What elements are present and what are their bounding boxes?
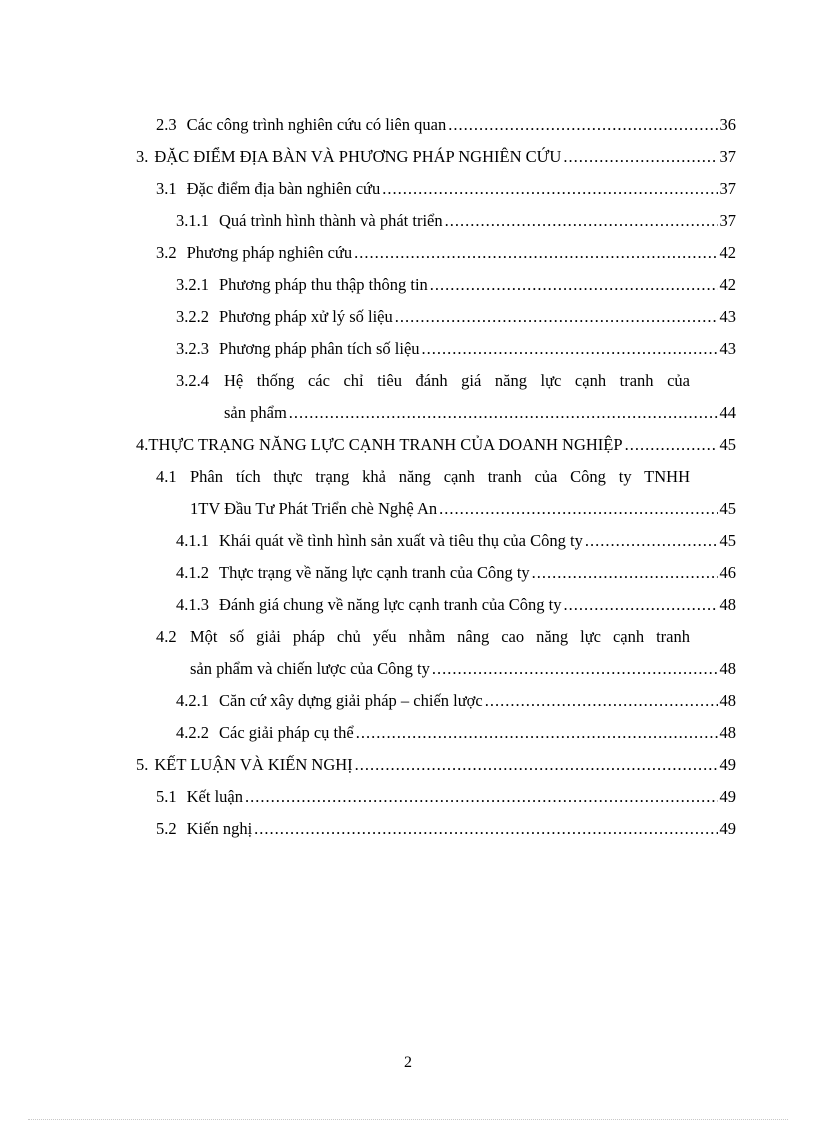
- toc-page: 42: [719, 275, 736, 294]
- toc-title: Quá trình hình thành và phát triển: [219, 211, 443, 230]
- toc-entry-3-2-2: [176, 302, 736, 332]
- toc-entry-4-1-continued: [190, 494, 736, 524]
- toc-page: 48: [719, 659, 736, 678]
- toc-leader: [354, 238, 717, 268]
- toc-entry-3-2: [156, 238, 736, 268]
- toc-entry-5: [136, 750, 736, 780]
- toc-entry-4-1-2: [176, 558, 736, 588]
- toc-title: Phương pháp phân tích số liệu: [219, 339, 420, 358]
- toc-title: Căn cứ xây dựng giải pháp – chiến lược: [219, 691, 483, 710]
- toc-entry-3-1-1: [176, 206, 736, 236]
- toc-title: Phương pháp nghiên cứu: [186, 243, 353, 262]
- toc-title: Phân tích thực trạng khả năng cạnh tranh của Công ty TNHH: [190, 467, 690, 486]
- toc-number: 3.2: [156, 243, 177, 262]
- toc-entry-4-2-1: [176, 686, 736, 716]
- toc-number: 3.1.1: [176, 211, 209, 230]
- toc-title: sản phẩm: [224, 403, 287, 422]
- toc-leader: [254, 814, 717, 844]
- toc-number: 4.1.2: [176, 563, 209, 582]
- toc-leader: [563, 142, 717, 172]
- toc-leader: [382, 174, 717, 204]
- toc-page: 45: [719, 531, 736, 550]
- page-bottom-divider: [28, 1119, 788, 1120]
- toc-page: 43: [719, 339, 736, 358]
- toc-title: KẾT LUẬN VÀ KIẾN NGHỊ: [154, 755, 353, 774]
- toc-entry-4-2: [156, 622, 690, 652]
- toc-page: 48: [719, 595, 736, 614]
- toc-leader: [432, 654, 718, 684]
- page-number: 2: [404, 1054, 412, 1071]
- toc-leader: [532, 558, 718, 588]
- toc-entry-3: [136, 142, 736, 172]
- toc-number: 4.2: [156, 627, 177, 646]
- toc-page: 44: [719, 403, 736, 422]
- toc-entry-3-2-4-continued: [224, 398, 736, 428]
- toc-entry-4: [136, 430, 736, 460]
- toc-entry-3-2-3: [176, 334, 736, 364]
- toc-page: 36: [719, 115, 736, 134]
- toc-title: Phương pháp xử lý số liệu: [219, 307, 393, 326]
- toc-leader: [445, 206, 718, 236]
- toc-leader: [625, 430, 718, 460]
- toc-page: 49: [719, 819, 736, 838]
- toc-leader: [448, 110, 717, 140]
- toc-entry-3-1: [156, 174, 736, 204]
- toc-entry-4-2-continued: [190, 654, 736, 684]
- toc-leader: [355, 750, 718, 780]
- toc-title: Đánh giá chung về năng lực cạnh tranh của Công ty: [219, 595, 562, 614]
- toc-entry-4-1-1: [176, 526, 736, 556]
- toc-entry-2-3: [156, 110, 736, 140]
- toc-number: 4.2.2: [176, 723, 209, 742]
- toc-entry-4-1-3: [176, 590, 736, 620]
- toc-page: 49: [719, 755, 736, 774]
- toc-page: 46: [719, 563, 736, 582]
- toc-number: 3.2.1: [176, 275, 209, 294]
- toc-title: Kiến nghị: [186, 819, 253, 838]
- toc-number: 2.3: [156, 115, 177, 134]
- toc-leader: [395, 302, 718, 332]
- toc-title: 1TV Đầu Tư Phát Triển chè Nghệ An: [190, 499, 438, 518]
- toc-entry-4-1: [156, 462, 690, 492]
- toc-title: THỰC TRẠNG NĂNG LỰC CẠNH TRANH CỦA DOANH NGHIỆP: [148, 435, 623, 454]
- toc-number: 3.2.4: [176, 371, 209, 390]
- toc-leader: [439, 494, 717, 524]
- toc-page: 37: [719, 179, 736, 198]
- toc-title: Hệ thống các chỉ tiêu đánh giá năng lực cạnh tranh của: [224, 371, 690, 390]
- toc-number: 4.2.1: [176, 691, 209, 710]
- toc-page: 48: [719, 723, 736, 742]
- toc-leader: [430, 270, 718, 300]
- toc-page: 45: [719, 435, 736, 454]
- toc-number: 3.: [136, 147, 149, 166]
- toc-number: 4.1.1: [176, 531, 209, 550]
- toc-number: 3.2.3: [176, 339, 209, 358]
- toc-page: 42: [719, 243, 736, 262]
- toc-page: 48: [719, 691, 736, 710]
- toc-leader: [356, 718, 718, 748]
- toc-title: Một số giải pháp chủ yếu nhằm nâng cao năng lực cạnh tranh: [190, 627, 690, 646]
- toc-leader: [245, 782, 718, 812]
- toc-leader: [422, 334, 718, 364]
- toc-title: Các công trình nghiên cứu có liên quan: [186, 115, 447, 134]
- toc-leader: [585, 526, 718, 556]
- toc-number: 5.: [136, 755, 149, 774]
- toc-title: Đặc điểm địa bàn nghiên cứu: [186, 179, 381, 198]
- toc-title: Các giải pháp cụ thể: [219, 723, 354, 742]
- toc-entry-3-2-1: [176, 270, 736, 300]
- toc-leader: [485, 686, 718, 716]
- toc-number: 4.1: [156, 467, 177, 486]
- toc-title: Khái quát về tình hình sản xuất và tiêu thụ của Công ty: [219, 531, 583, 550]
- toc-page: 45: [719, 499, 736, 518]
- toc-leader: [289, 398, 718, 428]
- toc-entry-3-2-4: [176, 366, 690, 396]
- toc-number: 4.: [136, 435, 149, 454]
- toc-title: Kết luận: [186, 787, 243, 806]
- toc-title: Thực trạng về năng lực cạnh tranh của Công ty: [219, 563, 530, 582]
- toc-number: 5.2: [156, 819, 177, 838]
- toc-page: 37: [719, 147, 736, 166]
- toc-number: 4.1.3: [176, 595, 209, 614]
- toc-number: 3.2.2: [176, 307, 209, 326]
- toc-title: Phương pháp thu thập thông tin: [219, 275, 428, 294]
- toc-number: 3.1: [156, 179, 177, 198]
- toc-entry-5-2: [156, 814, 736, 844]
- toc-page: 37: [719, 211, 736, 230]
- toc-page: 49: [719, 787, 736, 806]
- toc-page: 43: [719, 307, 736, 326]
- toc-entry-5-1: [156, 782, 736, 812]
- toc-title: ĐẶC ĐIỂM ĐỊA BÀN VÀ PHƯƠNG PHÁP NGHIÊN CỨU: [154, 147, 562, 166]
- toc-title: sản phẩm và chiến lược của Công ty: [190, 659, 430, 678]
- toc-leader: [564, 590, 718, 620]
- toc-entry-4-2-2: [176, 718, 736, 748]
- toc-number: 5.1: [156, 787, 177, 806]
